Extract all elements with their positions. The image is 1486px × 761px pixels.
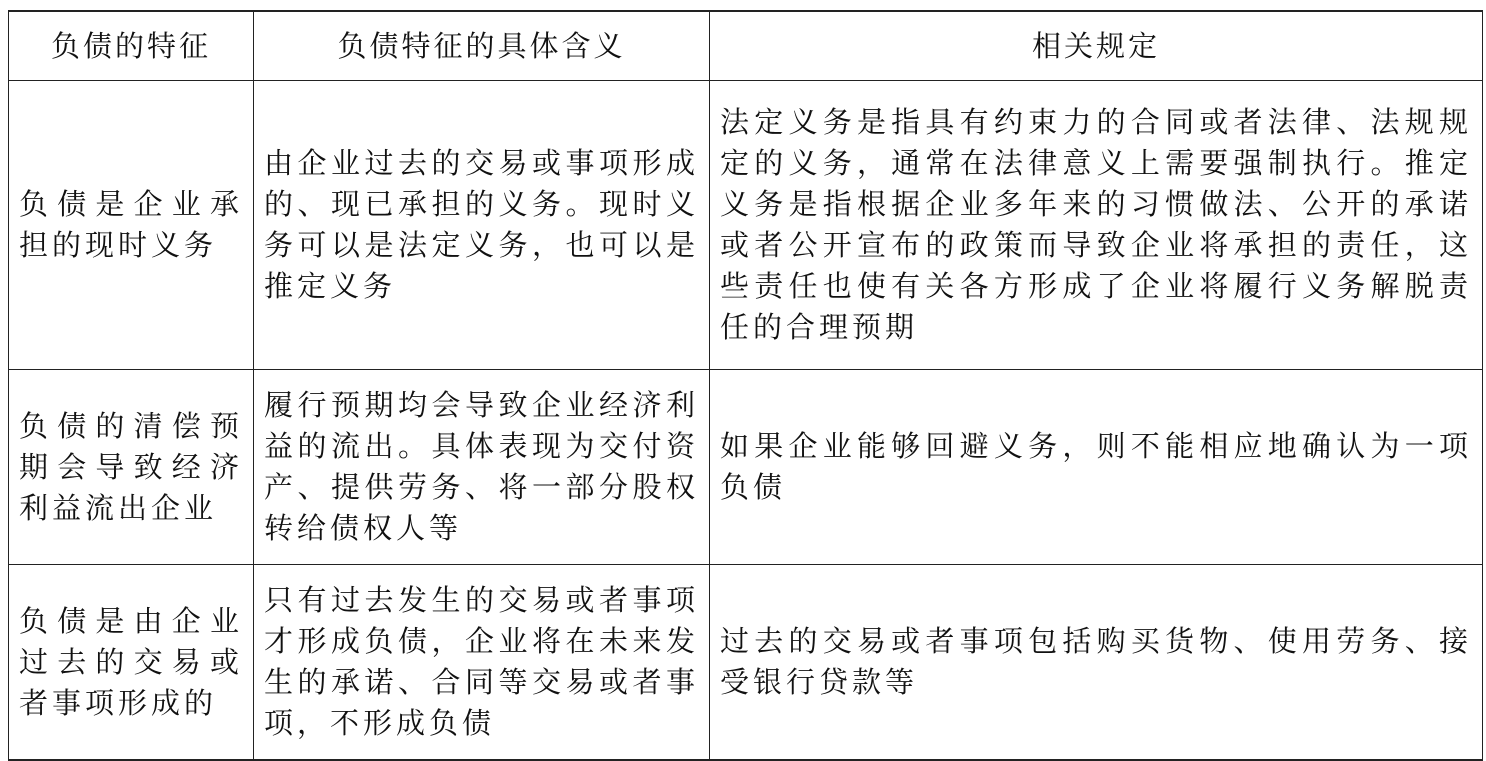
rule-cell: 过去的交易或者事项包括购买货物、使用劳务、接受银行贷款等 [710,565,1483,761]
header-meaning: 负债特征的具体含义 [254,11,710,81]
feature-cell: 负债是由企业过去的交易或者事项形成的 [9,565,254,761]
meaning-cell: 履行预期均会导致企业经济利益的流出。具体表现为交付资产、提供劳务、将一部分股权转给债权人等 [254,370,710,565]
feature-cell: 负债是企业承担的现时义务 [9,81,254,370]
feature-cell: 负债的清偿预期会导致经济利益流出企业 [9,370,254,565]
rule-cell: 如果企业能够回避义务，则不能相应地确认为一项负债 [710,370,1483,565]
table-row [9,370,1483,565]
header-rule: 相关规定 [710,11,1483,81]
header-feature: 负债的特征 [9,11,254,81]
liability-features-table [8,10,1483,761]
table-row [9,81,1483,370]
table-row [9,565,1483,761]
meaning-cell: 由企业过去的交易或事项形成的、现已承担的义务。现时义务可以是法定义务，也可以是推定义务 [254,81,710,370]
rule-cell: 法定义务是指具有约束力的合同或者法律、法规规定的义务，通常在法律意义上需要强制执行。推定义务是指根据企业多年来的习惯做法、公开的承诺或者公开宣布的政策而导致企业将承担的责任，这些责任也使有关各方形成了企业将履行义务解脱责任的合理预期 [710,81,1483,370]
table-header-row [9,11,1483,81]
meaning-cell: 只有过去发生的交易或者事项才形成负债，企业将在未来发生的承诺、合同等交易或者事项，不形成负债 [254,565,710,761]
